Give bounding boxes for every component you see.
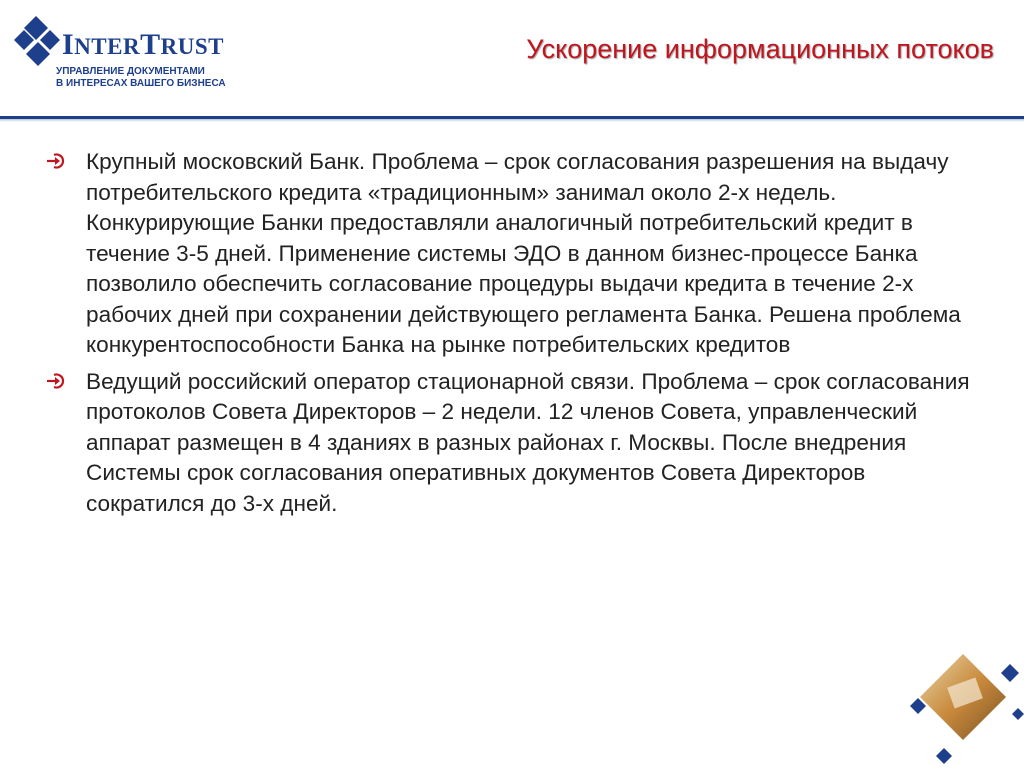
bullet-item	[46, 367, 986, 520]
bullet-text: Ведущий российский оператор стационарной связи. Проблема – срок согласования протоколов Совета Директоров – 2 недели. 12 членов Совета, управленческий аппарат размещен в 4 зданиях в разных районах г. Москвы. После внедрения Системы срок согласования оперативных документов Совета Директоров сократился до 3-х дней.	[86, 368, 970, 516]
bullet-list	[46, 147, 986, 525]
circled-arrow-icon	[46, 152, 66, 170]
logo-tagline-line1: УПРАВЛЕНИЕ ДОКУМЕНТАМИ	[56, 66, 205, 77]
slide-title: Ускорение информационных потоков	[526, 34, 994, 64]
decorative-diamonds-image	[906, 648, 1024, 768]
logo-tagline-line2: В ИНТЕРЕСАХ ВАШЕГО БИЗНЕСА	[56, 78, 226, 89]
logo-wordmark: INTERTRUST	[62, 28, 224, 61]
circled-arrow-icon	[46, 372, 66, 390]
bullet-text: Крупный московский Банк. Проблема – срок согласования разрешения на выдачу потребительского кредита «традиционным» занимал около 2-х недель. Конкурирующие Банки предоставляли аналогичный потребительский кредит в течение 3-5 дней. Применение системы ЭДО в данном бизнес-процессе Банка позволило обеспечить согласование процедуры выдачи кредита в течение 2-х рабочих дней при сохранении действующего регламента Банка. Решена проблема конкурентоспособности Банка на рынке потребительских кредитов	[86, 149, 961, 357]
header-divider-shadow	[0, 119, 1024, 122]
logo-tagline	[56, 66, 226, 90]
company-logo	[14, 14, 234, 94]
bullet-item	[46, 147, 986, 361]
